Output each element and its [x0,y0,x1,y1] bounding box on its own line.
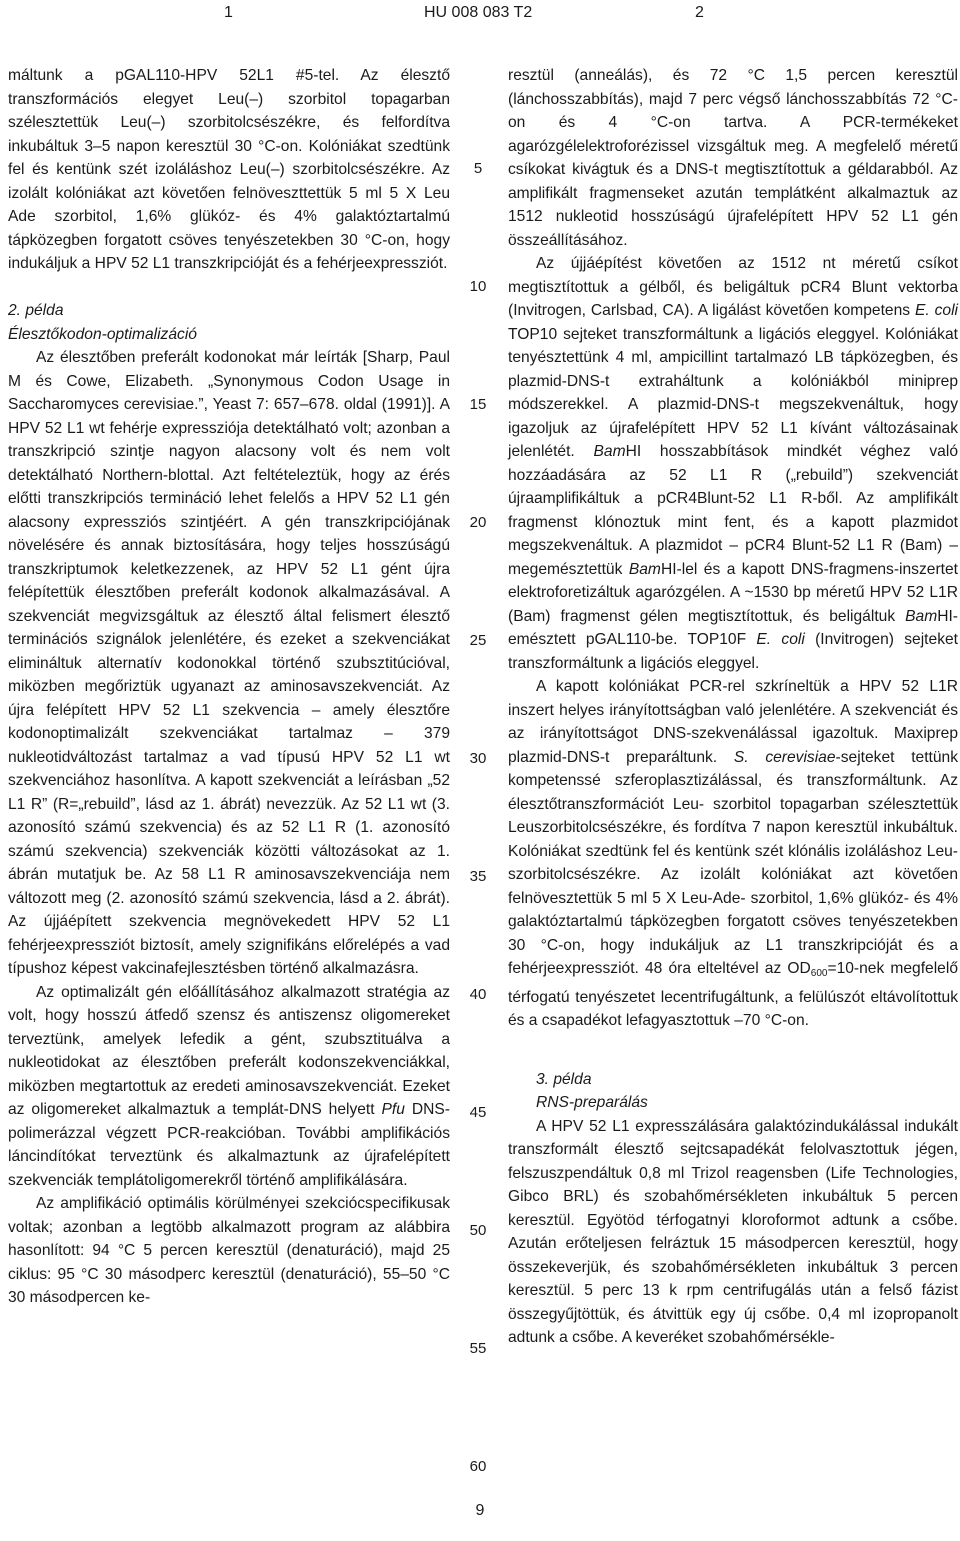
line-number: 25 [469,632,487,649]
right-column [508,64,958,1350]
footer-page-number: 9 [475,1502,485,1519]
line-number: 60 [469,1458,487,1475]
line-number: 30 [469,750,487,767]
right-paragraph-2: Az újjáépítést követően az 1512 nt méretű csíkot megtisztítottuk a gélből, és beligáltuk pCR4 Blunt vektorba (Invitrogen, Carlsbad, CA). A ligálást követően kompetens E. coli TOP10 sejteket transzformáltunk a ligációs eleggyel. Kolóniákat tenyésztettünk 4 ml, ampicillint tartalmazó LB tápközegben, és plazmid-DNS-t extraháltunk a kolóniákból miniprep módszerekkel. A plazmid-DNS-t megszekvenáltuk, hogy igazoljuk az újrafelépített HPV 52 L1 kívánt változásainak jelenlétét. BamHI hosszabbítások mindkét véghez való hozzáadására az 52 L1 R („rebuild”) szekvenciát újraamplifikáltuk a pCR4Blunt-52 L1 R-ből. Az amplifikált fragmenst klónoztuk mint fent, és a kapott plazmidot megszekvenáltuk. A plazmidot – pCR4 Blunt-52 L1 R (Bam) – megemésztettük BamHI-lel és a kapott DNS-fragmens-inszertet elektroforetizáltuk agarózgélen. A ~1530 bp méretű HPV 52 L1R (Bam) fragmenst gélen megtisztítottuk, és beligáltuk BamHI-emésztett pGAL110-be. TOP10F E. coli (Invitrogen) sejteket transzformáltunk a ligációs eleggyel. [508,255,959,672]
example-3-subtitle: RNS-preparálás [536,1094,648,1111]
header-title: HU 008 083 T2 [424,4,533,21]
example-2-subtitle: Élesztőkodon-optimalizáció [8,325,197,343]
left-paragraph-4: Az amplifikáció optimális körülményei szekciócspecifikusak voltak; azonban a legtöbb alkalmazott program az alábbira hasonlított: 94 °C 5 percen keresztül (denaturáció), majd 25 ciklus: 95 °C 30 másodperc keresztül (denaturáció), 55–50 °C 30 másodpercen ke- [8,1195,450,1306]
example-2-title: 2. példa [8,302,64,319]
line-number: 20 [469,514,487,531]
left-paragraph-3: Az optimalizált gén előállításához alkalmazott stratégia az volt, hogy hosszú átfedő szensz és antiszensz oligomereket terveztünk, amelyek lefedik a gént, szubsztituálva a nukleotidokat az élesztőben preferált kodonszekvenciákkal, miközben megtartottuk az eredeti aminosavszekvenciát. Ezeket az oligomereket alkalmaztuk a templát-DNS helyett Pfu DNS-polimerázzal végzett PCR-reakcióban. További amplifikációs láncindítókat terveztünk és alkalmaztunk az újrafelépített szekvenciák templátoligomerekről történő amplifikálására. [8,983,450,1189]
left-column [8,64,450,1310]
line-number: 45 [469,1104,487,1121]
right-paragraph-4: A HPV 52 L1 expresszálására galaktózindukálással indukált transzformált élesztő sejtcsapadékát felolvasztottuk jégen, felszuszpendáltuk 0,8 ml Trizol reagensben (Life Technologies, Gibco BRL) és szobahőmérsékleten inkubáltuk 5 percen keresztül. Egyötöd térfogatnyi kloroformot adtunk a csőbe. Azután erőteljesen felráztuk 15 másodpercen keresztül, hogy összekeverjük, és szobahőmérsékleten inkubáltuk 3 percen keresztül. 5 perc 13 k rpm centrifugálás után a felső fázist összegyűjtöttük, és átvittük egy új csőbe. 0,4 ml izopropanolt adtunk a csőbe. A keveréket szobahőmérsékle- [508,1117,958,1346]
right-paragraph-3: A kapott kolóniákat PCR-rel szkríneltük a HPV 52 L1R inszert helyes irányítottságban való jelenlétére. A szekvenciát és az irányítottságot DNS-szekvenálással igazoltuk. Maxiprep plazmid-DNS-t preparáltunk. S. cerevisiae-sejteket tettünk kompetenssé szferoplasztizálással, és transzformáltunk. Az élesztőtranszformációt Leu- szorbitol topagarban szélesztettük Leuszorbitolcsészékre, és fordítva 7 napon keresztül inkubáltuk. Kolóniákat szedtünk fel és kentünk szét klónális izoláláshoz Leu- szorbitolcsészékre. Az izolált kolóniákat azt követően felnövesztettük 5 ml 5 X Leu-Ade- szorbitol, 1,6% glükóz- és 4% galaktóztartalmú tápközegben forgatott csöves tenyészetekben 30 °C-on, hogy indukáljuk az L1 transzkripcióját és a fehérjeexpressziót. 48 óra elteltével az $OD_{600}=10$-nek megfelelő térfogatú tenyészetet lecentrifugáltunk, a felülúszót eltávolítottuk és a csapadékot lefagyasztottuk –70 °C-on. [508,678,959,1029]
example-3-title: 3. példa [536,1070,592,1088]
line-number: 50 [469,1222,487,1239]
line-number: 35 [469,868,487,885]
line-number: 15 [469,396,487,413]
header-page-left: 1 [224,4,233,21]
line-number: 10 [469,278,487,295]
left-paragraph-2: Az élesztőben preferált kodonokat már leírták [Sharp, Paul M és Cowe, Elizabeth. „Synonymous Codon Usage in Saccharomyces cerevisiae.”, Yeast 7: 657–678. oldal (1991)]. A HPV 52 L1 wt fehérje expressziója detektálható volt; azonban a transzkripció szintje nagyon alacsony volt és nem volt detektálható Northern-blottal. Azt feltételeztük, hogy az érés előtti transzkripciós termináció lehet felelős a HPV 52 L1 gén alacsony expressziós szintjéért. A gén transzkripciójának növelésére és annak biztosítására, hogy teljes hosszúságú transzkriptumok keletkezzenek, az HPV 52 L1 gént újra felépítettük élesztőben preferált kodonok alkalmazásával. A szekvenciát megvizsgáltuk az élesztő által felismert élesztő terminációs szignálok jelenlétére, és ezeket a szekvenciákat elimináltuk alternatív kodonokkal történő szubsztitúcióval, miközben megőriztük ugyanazt az aminosavszekvenciát. Az újra felépített HPV 52 L1 szekvencia – amely élesztőre kodonoptimalizált szekvenciákat tartalmaz – 379 nukleotidváltozást tartalmaz a vad típusú HPV 52 L1 wt szekvenciához hasonlítva. A kapott szekvenciát a leírásban „52 L1 R” (R=„rebuild”, lásd az 1. ábrát) nevezzük. Az 52 L1 wt (3. azonosító számú szekvencia) és az 52 L1 R (1. azonosító számú szekvencia) szekvenciák közötti változásokat az 1. ábrán mutatjuk be. Az 58 L1 R aminosavszekvenciája nem változott meg (2. azonosító számú szekvencia, lásd a 2. ábrát). Az újjáépített szekvencia megnövekedett HPV 52 L1 fehérjeexpressziót biztosít, amely szignifikáns előrelépés a vad típushoz képest vakcinafejlesztésben történő alkalmazásra. [8,349,450,977]
right-paragraph-1: resztül (anneálás), és 72 °C 1,5 percen keresztül (lánchosszabbítás), majd 7 perc végső lánchosszabbítás 72 °C-on és 4 °C-on tartva. A PCR-termékeket agarózgélelektroforézissel vizsgáltuk meg. A megfelelő méretű csíkokat kivágtuk és a DNS-t megtisztítottuk a géldarabból. Az amplifikált fragmenseket azután templátként alkalmaztuk az 1512 nukleotid hosszúságú újrafelépített HPV 52 L1 gén összeállításához. [508,67,958,249]
line-number: 40 [469,986,487,1003]
header-page-right: 2 [695,4,704,21]
line-number: 5 [473,160,483,177]
left-paragraph-1: máltunk a pGAL110-HPV 52L1 #5-tel. Az élesztő transzformációs elegyet Leu(–) szorbitol topagarban szélesztettük Leu(–) szorbitolcsészékre, és felfordítva inkubáltuk 3–5 napon keresztül 30 °C-on. Kolóniákat szedtünk fel és kentünk szét izoláláshoz Leu(–) szorbitolcsészékre. Az izolált kolóniákat azt követően felnöveszttettük 5 ml 5 X Leu Ade szorbitol, 1,6% glükóz- és 4% galaktóztartalmú tápközegben forgatott csöves tenyészetekben 30 °C-on, hogy indukáljuk a HPV 52 L1 transzkripcióját és a fehérjeexpressziót. [8,67,450,272]
line-number: 55 [469,1340,487,1357]
